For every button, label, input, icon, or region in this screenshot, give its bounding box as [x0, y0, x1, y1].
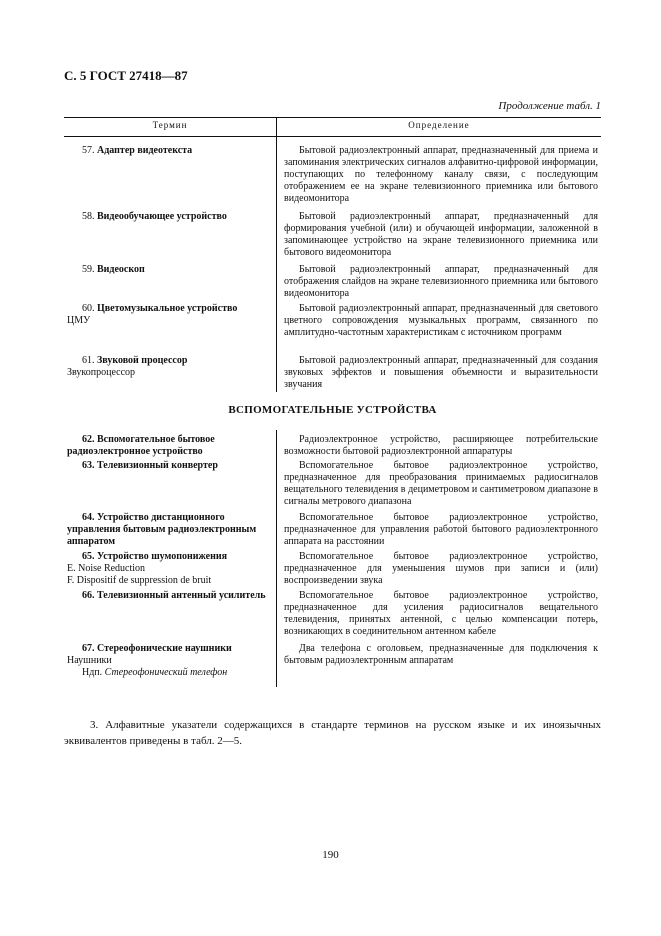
term-line: 61. Звуковой процессор [82, 355, 188, 366]
table-continuation-label: Продолжение табл. 1 [498, 100, 601, 112]
definition-cell: Два телефона с оголовьем, предназначенные для подключения к бытовым радиоэлектронным аппаратам [284, 643, 598, 666]
definition-cell: Вспомогательное бытовое радиоэлектронное устройство, предназначенное для управления работой бытового радиоэлектронного аппарата на расстоянии [284, 512, 598, 547]
definition-cell: Бытовой радиоэлектронный аппарат, предназначенный для создания звуковых эффектов и повышения объемности и выразительности звучания [284, 355, 598, 390]
term-synonym: Наушники [67, 655, 112, 666]
column-divider [276, 430, 277, 687]
term-name: Адаптер видеотекста [97, 145, 193, 156]
term-cell [67, 145, 272, 157]
term-line: 60. Цветомузыкальное устройство [82, 303, 238, 314]
term-cell: 66. Телевизионный антенный усилитель [82, 590, 266, 601]
term-equivalent-fr: F. Dispositif de suppression de bruit [67, 575, 212, 586]
term-abbreviation: ЦМУ [67, 315, 91, 326]
note-paragraph: 3. Алфавитные указатели содержащихся в стандарте терминов на русском языке и их иноязычных эквивалентов приведены в табл. 2—5. [64, 719, 601, 747]
term-name: Видеообучающее устройство [97, 211, 227, 222]
term-name: 65. Устройство шумопонижения [82, 551, 228, 562]
definition-cell: Вспомогательное бытовое радиоэлектронное устройство, предназначенное для усиления радиосигналов вещательного телевидения, принятых антенной, с целью компенсации потерь, возникающих в соединительном антенном кабеле [284, 590, 598, 637]
term-cell [67, 303, 272, 327]
definition-cell: Вспомогательное бытовое радиоэлектронное устройство, предназначенное для уменьшения шумов при записи и (или) воспроизведении звука [284, 551, 598, 586]
column-header-term: Термин [152, 120, 188, 130]
table-header-rule [64, 136, 601, 137]
term-synonym: Звукопроцессор [67, 367, 136, 378]
definition-cell: Бытовой радиоэлектронный аппарат, предназначенный для отображения слайдов на экране телевизионного приемника или бытового видеомонитора [284, 264, 598, 299]
term-cell: 64. Устройство дистанционного управления бытовым радиоэлектронным аппаратом [67, 512, 257, 547]
term-name: 67. Стереофонические наушники [82, 643, 232, 654]
term-line: 57. Адаптер видеотекста [82, 145, 193, 156]
definition-cell: Бытовой радиоэлектронный аппарат, предназначенный для приема и запоминания электрических сигналов алфавитно-цифровой информации, поступающих по телефонному каналу связи, с последующим отображением ее на экране телевизионного приемника или бытового видеомонитора [284, 145, 598, 204]
page-number: 190 [322, 849, 339, 861]
column-header-definition: Определение [408, 120, 470, 130]
section-title: ВСПОМОГАТЕЛЬНЫЕ УСТРОЙСТВА [228, 404, 437, 416]
term-cell: 63. Телевизионный конвертер [82, 460, 218, 471]
term-cell [67, 211, 272, 223]
page-header: С. 5 ГОСТ 27418—87 [64, 68, 188, 83]
term-nonrecommended: Ндп. Стереофонический телефон [82, 667, 228, 678]
definition-cell: Бытовой радиоэлектронный аппарат, предназначенный для формирования учебной (или) и обучающей информации, заложенной в запоминающее устройство на экране телевизионного приемника или бытового видеомонитора [284, 211, 598, 258]
term-cell [67, 355, 272, 379]
term-equivalent-en: E. Noise Reduction [67, 563, 146, 574]
definition-cell: Бытовой радиоэлектронный аппарат, предназначенный для светового цветного сопровождения музыкальных программ, связанного по амплитудно-частотным характеристикам с источником программ [284, 303, 598, 338]
term-cell: 62. Вспомогательное бытовое радиоэлектронное устройство [67, 434, 215, 457]
term-cell [67, 643, 272, 679]
column-divider [276, 117, 277, 392]
definition-cell: Радиоэлектронное устройство, расширяющее потребительские возможности бытовой радиоэлектронной аппаратуры [284, 434, 598, 457]
term-name: Видеоскоп [97, 264, 145, 275]
table-top-rule [64, 117, 601, 118]
term-cell [67, 264, 272, 276]
term-line: 58. Видеообучающее устройство [82, 211, 227, 222]
term-name: Цветомузыкальное устройство [97, 303, 238, 314]
term-name: Звуковой процессор [97, 355, 188, 366]
term-cell [67, 551, 272, 587]
definition-cell: Вспомогательное бытовое радиоэлектронное устройство, предназначенное для преобразования принимаемых радиосигналов вещательного телевидения в дециметровом и сантиметровом диапазоне в сигналы метрового диапазона [284, 460, 598, 507]
term-line: 59. Видеоскоп [82, 264, 145, 275]
